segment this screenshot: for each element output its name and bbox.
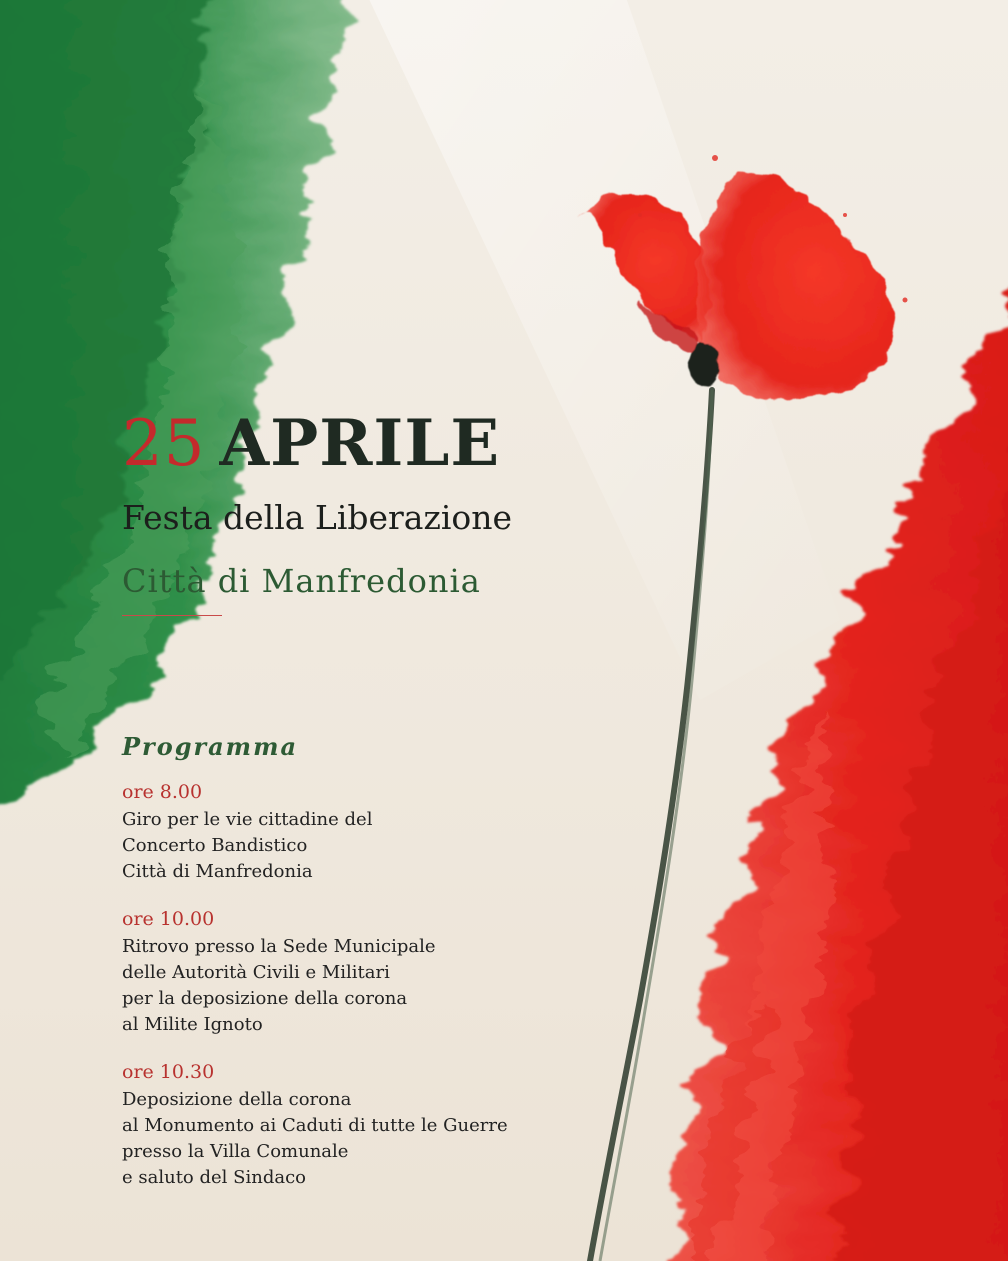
event-subtitle: Festa della Liberazione [122,498,513,537]
program-title: Programma [122,732,299,761]
event-title [122,406,642,481]
event-time: ore 10.00 [122,908,215,931]
event-description-line: per la deposizione della corona [122,988,408,1010]
event-description-line: Città di Manfredonia [122,861,313,883]
event-description-line: Deposizione della corona [122,1089,352,1111]
program-event [122,780,582,885]
title-date-word: APRILE [219,406,501,481]
event-description-line: e saluto del Sindaco [122,1167,306,1189]
event-time: ore 8.00 [122,781,203,804]
title-date-number: 25 [122,407,206,481]
event-description-line: al Milite Ignoto [122,1014,263,1036]
event-time: ore 10.30 [122,1061,215,1084]
event-description-line: Giro per le vie cittadine del [122,809,373,831]
city-name: Città di Manfredonia [122,562,481,601]
header-block [122,406,642,616]
event-description-line: Concerto Bandistico [122,835,308,857]
event-description-line: Ritrovo presso la Sede Municipale [122,936,436,958]
program-event [122,1060,582,1191]
event-description-line: delle Autorità Civili e Militari [122,962,390,984]
event-description-line: al Monumento ai Caduti di tutte le Guerre [122,1115,508,1137]
program-section [122,734,582,1213]
program-event [122,907,582,1038]
title-divider [122,615,222,616]
event-description-line: presso la Villa Comunale [122,1141,349,1163]
